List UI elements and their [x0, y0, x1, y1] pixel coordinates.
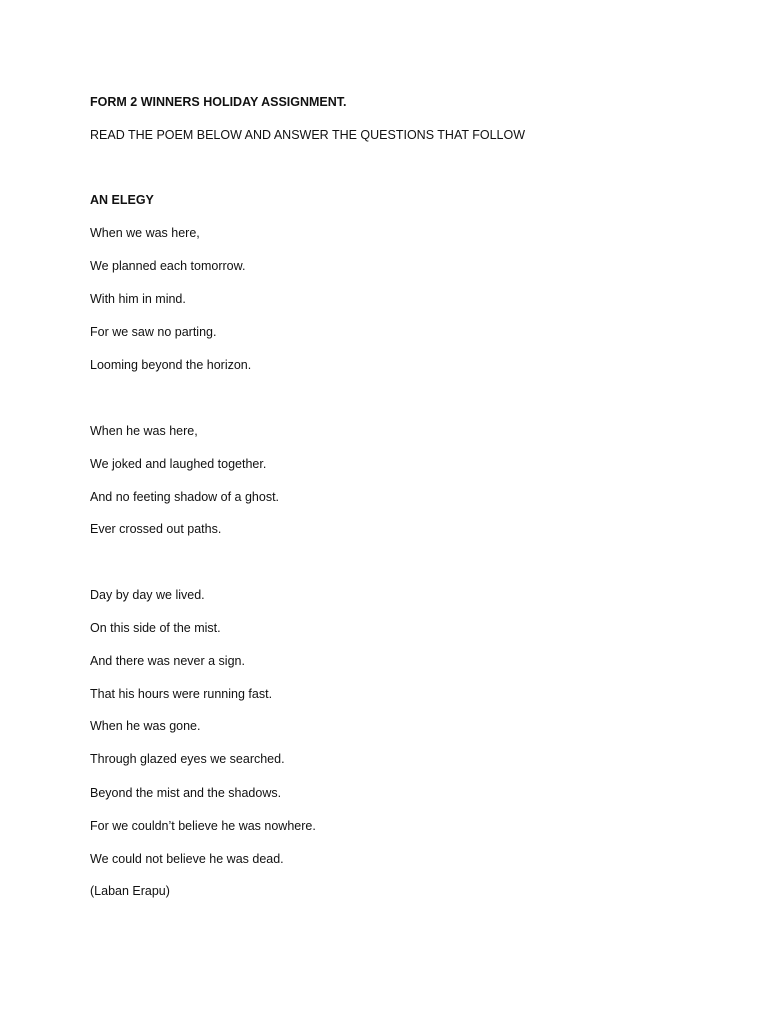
poem-line: For we saw no parting.	[90, 325, 217, 339]
poem-line: We planned each tomorrow.	[90, 259, 246, 273]
poem-line: For we couldn’t believe he was nowhere.	[90, 819, 316, 833]
poem-line: When he was gone.	[90, 719, 201, 733]
poem-attribution: (Laban Erapu)	[90, 884, 170, 898]
poem-line: Day by day we lived.	[90, 588, 205, 602]
assignment-instruction: READ THE POEM BELOW AND ANSWER THE QUESTIONS THAT FOLLOW	[90, 128, 526, 142]
poem-line: Ever crossed out paths.	[90, 522, 222, 536]
poem-line: We joked and laughed together.	[90, 457, 267, 471]
poem-line: And there was never a sign.	[90, 654, 245, 668]
assignment-heading: FORM 2 WINNERS HOLIDAY ASSIGNMENT.	[90, 95, 347, 109]
poem-line: Beyond the mist and the shadows.	[90, 786, 282, 800]
poem-line: And no feeting shadow of a ghost.	[90, 490, 280, 504]
poem-line: When he was here,	[90, 424, 198, 438]
poem-line: On this side of the mist.	[90, 621, 221, 635]
poem-line: Looming beyond the horizon.	[90, 358, 252, 372]
poem-line: That his hours were running fast.	[90, 687, 273, 701]
poem-line: With him in mind.	[90, 292, 186, 306]
poem-line: Through glazed eyes we searched.	[90, 752, 285, 766]
poem-line: When we was here,	[90, 226, 200, 240]
poem-title: AN ELEGY	[90, 193, 154, 207]
poem-line: We could not believe he was dead.	[90, 852, 284, 866]
